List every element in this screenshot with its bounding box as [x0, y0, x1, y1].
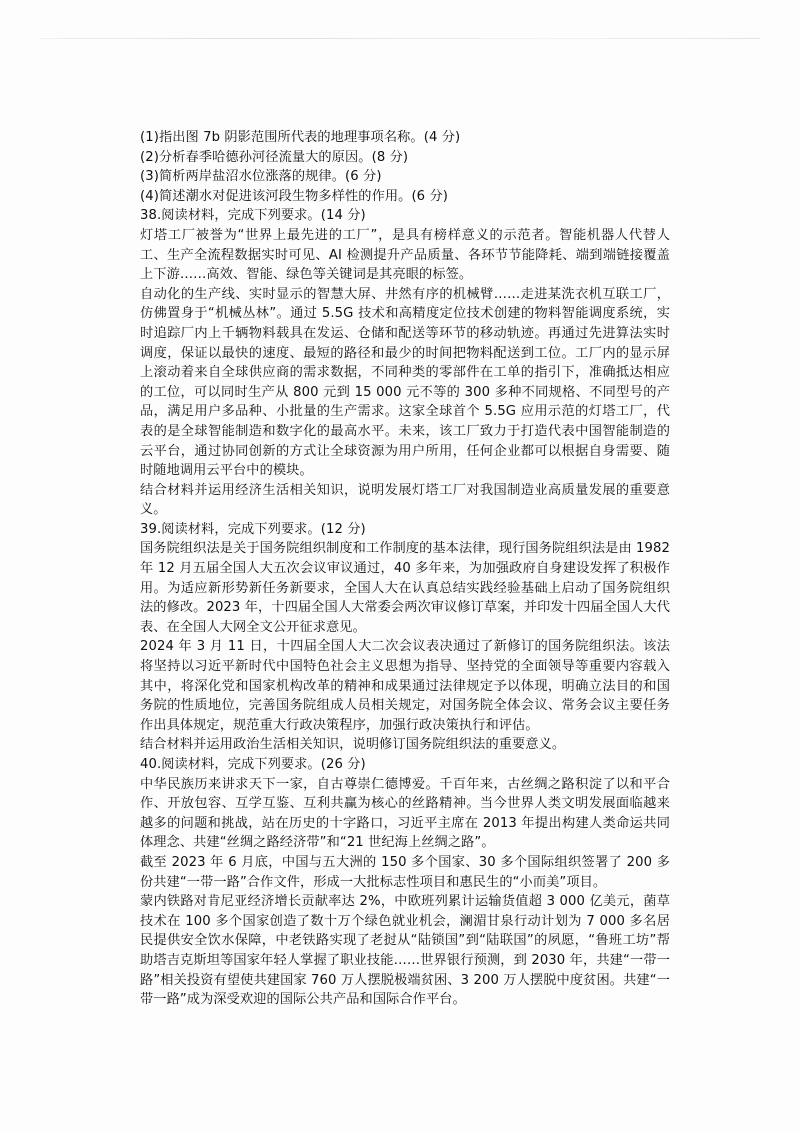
q40-paragraph-1: 中华民族历来讲求天下一家，自古尊崇仁德博爱。千百年来，古丝绸之路积淀了以和平合作、开放包容、互学互鉴、互利共赢为核心的丝路精神。当今世界人类文明发展面临越来越多的问题和挑战，站在历史的十字路口，习近平主席在 2013 年提出构建人类命运共同体理念、共建“丝绸之路经济带”和“21 世纪海上丝绸之路”。 [140, 776, 670, 851]
q38-prompt: 结合材料并运用经济生活相关知识，说明发展灯塔工厂对我国制造业高质量发展的重要意义。 [140, 482, 670, 518]
q38-paragraph-2: 自动化的生产线、实时显示的智慧大屏、井然有序的机械臂……走进某洗衣机互联工厂，仿佛置身于“机械丛林”。通过 5.5G 技术和高精度定位技术创建的物料智能调度系统，实时追踪厂内上千辆物料载具在发运、仓储和配送等环节的移动轨迹。再通过先进算法实时调度，保证以最快的速度、最短的路径和最少的时间把物料配送到工位。工厂内的显示屏上滚动着来自全球供应商的需求数据，不同种类的零部件在工单的指引下，准确抵达相应的工位，可以同时生产从 800 元到 15 000 元不等的 300 多种不同规格、不同型号的产品，满足用户多品种、小批量的生产需求。这家全球首个 5.5G 应用示范的灯塔工厂，代表的是全球智能制造和数字化的最高水平。未来，该工厂致力于打造代表中国智能制造的云平台，通过协同创新的方式让全球资源为用户所用，任何企业都可以根据自身需要、随时随地调用云平台中的模块。 [140, 286, 670, 479]
q37-sub-2: (2)分析春季哈德孙河径流量大的原因。(8 分) [140, 149, 409, 165]
q40-heading: 40.阅读材料，完成下列要求。(26 分) [140, 757, 366, 772]
q37-sub-3: (3)简析两岸盐沼水位涨落的规律。(6 分) [140, 169, 382, 185]
exam-content [140, 128, 670, 1010]
q37-sub-4: (4)简述潮水对促进该河段生物多样性的作用。(6 分) [140, 188, 449, 204]
q38-paragraph-1: 灯塔工厂被誉为“世界上最先进的工厂”，是具有榜样意义的示范者。智能机器人代替人工、生产全流程数据实时可见、AI 检测提升产品质量、各环节节能降耗、端到端链接覆盖上下游……高效、智能、绿色等关键词是其亮眼的标签。 [140, 227, 670, 283]
q39-prompt: 结合材料并运用政治生活相关知识，说明修订国务院组织法的重要意义。 [140, 737, 566, 753]
q38-heading: 38.阅读材料，完成下列要求。(14 分) [140, 208, 366, 224]
q39-heading: 39.阅读材料，完成下列要求。(12 分) [140, 521, 366, 537]
q39-paragraph-2: 2024 年 3 月 11 日，十四届全国人大二次会议表决通过了新修订的国务院组织法。该法将坚持以习近平新时代中国特色社会主义思想为指导、坚持党的全面领导等重要内容载入其中，将深化党和国家机构改革的精神和成果通过法律规定予以体现，明确立法目的和国务院的性质地位，完善国务院组成人员相关规定，对国务院全体会议、常务会议主要任务作出具体规定，规范重大行政决策程序，加强行政决策执行和评估。 [140, 639, 670, 733]
q40-paragraph-2: 截至 2023 年 6 月底，中国与五大洲的 150 多个国家、30 多个国际组织签署了 200 多份共建“一带一路”合作文件，形成一大批标志性项目和惠民生的“小而美”项目。 [140, 854, 670, 890]
q40-paragraph-3: 蒙内铁路对肯尼亚经济增长贡献率达 2%，中欧班列累计运输货值超 3 000 亿美元，菌草技术在 100 多个国家创造了数十万个绿色就业机会，澜湄甘泉行动计划为 7 000 多名居民提供安全饮水保障，中老铁路实现了老挝从“陆锁国”到“陆联国”的夙愿，“鲁班工坊”帮助塔吉克斯坦等国家年轻人掌握了职业技能……世界银行预测，到 2030 年，共建“一带一路”相关投资有望使共建国家 760 万人摆脱极端贫困、3 200 万人摆脱中度贫困。共建“一带一路”成为深受欢迎的国际公共产品和国际合作平台。 [140, 894, 670, 1008]
scan-edge-mark [40, 38, 760, 39]
q37-sub-1: (1)指出图 7b 阴影范围所代表的地理事项名称。(4 分) [140, 130, 461, 145]
q39-paragraph-1: 国务院组织法是关于国务院组织制度和工作制度的基本法律，现行国务院组织法是由 1982 年 12 月五届全国人大五次会议审议通过，40 多年来，为加强政府自身建设发挥了积极作用。为适应新形势新任务新要求，全国人大在认真总结实践经验基础上启动了国务院组织法的修改。2023 年，十四届全国人大常委会两次审议修订草案，并印发十四届全国人大代表、在全国人大网全文公开征求意见。 [140, 541, 670, 635]
